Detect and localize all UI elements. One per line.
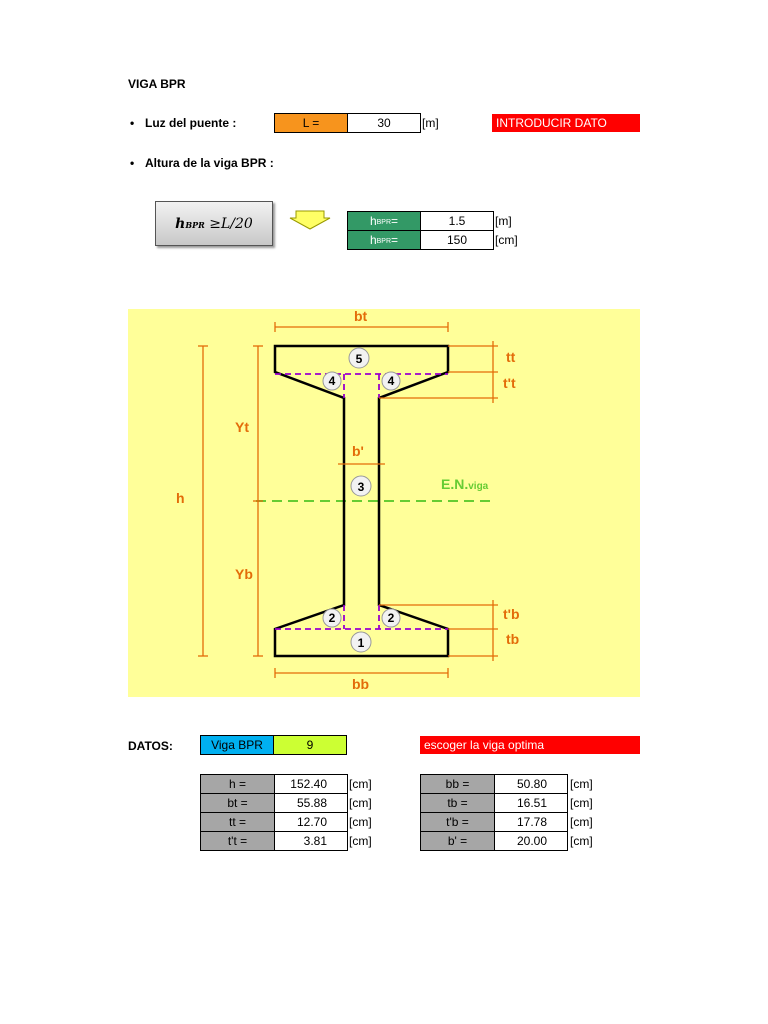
viga-bpr-select[interactable]: 9 xyxy=(273,735,347,755)
table-left-unit: [cm] xyxy=(349,834,372,848)
zone-label: 4 xyxy=(328,374,336,388)
dim-label-bt: bt xyxy=(354,309,368,324)
viga-bpr-label: Viga BPR xyxy=(200,735,274,755)
luz-unit: [m] xyxy=(422,116,439,130)
diagram-background xyxy=(128,309,640,697)
dim-label-yt: Yt xyxy=(235,419,249,435)
dim-label-tpt: t't xyxy=(503,375,516,391)
dim-label-h: h xyxy=(176,490,185,506)
luz-label: Luz del puente : xyxy=(145,116,237,130)
table-right-label: bb = xyxy=(420,774,495,794)
formula-box xyxy=(155,201,273,246)
dim-label-bp: b' xyxy=(352,443,364,459)
table-right-label: b' = xyxy=(420,831,495,851)
dim-label-tb: tb xyxy=(506,631,520,647)
page-title: VIGA BPR xyxy=(128,77,186,91)
hbpr-label-m: h BPR = xyxy=(347,211,421,231)
hbpr-unit-m: [m] xyxy=(495,214,512,228)
table-left-value: 152.40 xyxy=(274,774,348,794)
luz-var-label: L = xyxy=(274,113,348,133)
arrow-down-icon xyxy=(288,209,332,231)
hbpr-value-m: 1.5 xyxy=(420,211,494,231)
table-right-label: tb = xyxy=(420,793,495,813)
table-left-unit: [cm] xyxy=(349,796,372,810)
table-right-value: 16.51 xyxy=(494,793,568,813)
dim-label-bb: bb xyxy=(352,676,370,692)
table-left-label: bt = xyxy=(200,793,275,813)
dim-label-yb: Yb xyxy=(235,566,253,582)
hbpr-value-cm: 150 xyxy=(420,230,494,250)
table-right-unit: [cm] xyxy=(570,796,593,810)
zone-label: 1 xyxy=(357,636,365,650)
table-left-label: h = xyxy=(200,774,275,794)
dim-label-tt: tt xyxy=(506,349,516,365)
viga-note: escoger la viga optima xyxy=(420,736,640,754)
table-left-label: tt = xyxy=(200,812,275,832)
table-right-value: 50.80 xyxy=(494,774,568,794)
table-right-unit: [cm] xyxy=(570,815,593,829)
table-right-label: t'b = xyxy=(420,812,495,832)
table-right-value: 20.00 xyxy=(494,831,568,851)
table-left-unit: [cm] xyxy=(349,815,372,829)
formula-sub: BPR xyxy=(185,219,205,230)
luz-input[interactable]: 30 xyxy=(347,113,421,133)
table-left-value: 3.81 xyxy=(274,831,348,851)
datos-label: DATOS: xyxy=(128,739,173,753)
zone-label: 4 xyxy=(387,374,395,388)
bullet: • xyxy=(130,156,135,170)
table-left-value: 12.70 xyxy=(274,812,348,832)
table-right-value: 17.78 xyxy=(494,812,568,832)
hbpr-label-cm: h BPR = xyxy=(347,230,421,250)
table-right-unit: [cm] xyxy=(570,834,593,848)
formula-h: h xyxy=(175,215,186,232)
zone-label: 2 xyxy=(387,611,395,625)
zone-label: 5 xyxy=(355,352,363,366)
table-left-label: t't = xyxy=(200,831,275,851)
formula-rhs: ≥L/20 xyxy=(209,215,253,232)
zone-label: 3 xyxy=(357,480,365,494)
table-left-value: 55.88 xyxy=(274,793,348,813)
bullet: • xyxy=(130,116,135,130)
dim-label-tpb: t'b xyxy=(503,606,520,622)
hbpr-unit-cm: [cm] xyxy=(495,233,518,247)
zone-label: 2 xyxy=(328,611,336,625)
altura-label: Altura de la viga BPR : xyxy=(145,156,274,170)
input-note: INTRODUCIR DATO xyxy=(492,114,640,132)
table-left-unit: [cm] xyxy=(349,777,372,791)
table-right-unit: [cm] xyxy=(570,777,593,791)
i-beam-diagram xyxy=(128,309,640,697)
neutral-axis-label: E.N.viga xyxy=(441,476,489,492)
